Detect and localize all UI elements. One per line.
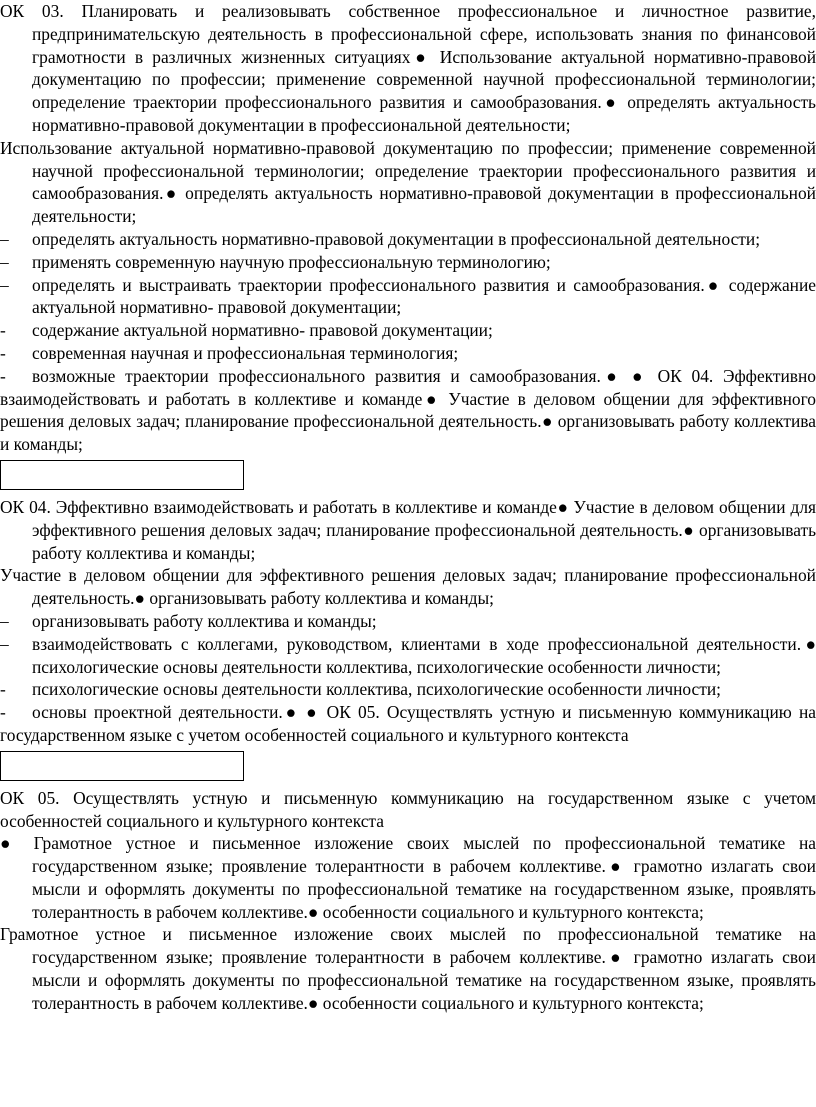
- empty-table-cell: [0, 460, 244, 490]
- ok04-skill-item: [0, 610, 816, 633]
- dash-marker: -: [0, 320, 6, 341]
- dash-marker: –: [0, 228, 9, 249]
- ok04-skill-text: организовывать работу коллектива и команды;: [32, 610, 377, 631]
- dash-marker: -: [0, 679, 6, 700]
- ok03-paragraph-2: Использование актуальной нормативно-правовой документацию по профессии; применение современной научной профессиональной терминологии; определение траектории профессионального развития и самообразования.● определять актуальность нормативно-правовой документации в профессиональной деятельности;: [0, 137, 816, 227]
- ok03-skill-text: определять и выстраивать траектории профессионального развития и самообразования.● содержание актуальной нормативно- правовой документации;: [32, 274, 816, 318]
- ok05-paragraph-2: Грамотное устное и письменное изложение своих мыслей по профессиональной тематике на государственном языке; проявление толерантности в рабочем коллективе.● грамотно излагать свои мысли и оформлять документы по профессиональной тематике на государственном языке, проявлять толерантность в рабочем коллективе.● особенности социального и культурного контекста;: [0, 924, 816, 1013]
- dash-marker: -: [0, 342, 6, 363]
- ok04-paragraph-2: Участие в деловом общении для эффективного решения деловых задач; планирование профессиональной деятельность.● организовывать работу коллектива и команды;: [0, 565, 816, 609]
- ok03-skill-item: [0, 228, 816, 251]
- ok03-knowledge-item: [0, 342, 816, 365]
- ok04-section: [0, 496, 816, 747]
- ok05-section: [0, 787, 816, 1015]
- ok03-skill-text: определять актуальность нормативно-правовой документации в профессиональной деятельности;: [32, 228, 761, 249]
- ok04-knowledge-text: психологические основы деятельности коллектива, психологические особенности личности;: [32, 679, 722, 700]
- ok03-skill-text: применять современную научную профессиональную терминологию;: [32, 251, 551, 272]
- dash-marker: –: [0, 610, 9, 631]
- ok04-knowledge-text: основы проектной деятельности.● ● ОК 05. Осуществлять устную и письменную коммуникацию на государственном языке с учетом особенностей социального и культурного контекста: [0, 702, 816, 745]
- dash-marker: –: [0, 274, 9, 295]
- ok05-title: ОК 05. Осуществлять устную и письменную коммуникацию на государственном языке с учетом особенностей социального и культурного контекста: [0, 787, 816, 831]
- ok03-skill-item: [0, 251, 816, 274]
- dash-marker: –: [0, 251, 9, 272]
- ok03-section: [0, 0, 816, 456]
- ok05-paragraph-1: ● Грамотное устное и письменное изложение своих мыслей по профессиональной тематике на государственном языке; проявление толерантности в рабочем коллективе.● грамотно излагать свои мысли и оформлять документы по профессиональной тематике на государственном языке, проявлять толерантность в рабочем коллективе.● особенности социального и культурного контекста;: [0, 833, 816, 922]
- dash-marker: –: [0, 633, 9, 654]
- dash-marker: -: [0, 365, 6, 386]
- empty-table-cell: [0, 751, 244, 781]
- ok04-knowledge-last: [0, 701, 816, 747]
- ok03-paragraph-1: ОК 03. Планировать и реализовывать собственное профессиональное и личностное развитие, предпринимательскую деятельность в профессиональной сфере, использовать знания по финансовой грамотности в различных жизненных ситуациях● Использование актуальной нормативно-правовой документацию по профессии; применение современной научной профессиональной терминологии; определение траектории профессионального развития и самообразования.● определять актуальность нормативно-правовой документации в профессиональной деятельности;: [0, 1, 816, 135]
- ok03-knowledge-last: [0, 365, 816, 456]
- dash-marker: -: [0, 702, 6, 723]
- ok04-knowledge-item: [0, 678, 816, 701]
- ok03-knowledge-text: возможные траектории профессионального развития и самообразования.● ● ОК 04. Эффективно взаимодействовать и работать в коллективе и команде● Участие в деловом общении для эффективного решения деловых задач; планирование профессиональной деятельность.● организовывать работу коллектива и команды;: [0, 365, 816, 455]
- ok03-knowledge-text: современная научная и профессиональная терминология;: [32, 342, 459, 363]
- ok04-paragraph-1: ОК 04. Эффективно взаимодействовать и работать в коллективе и команде● Участие в деловом общении для эффективного решения деловых задач; планирование профессиональной деятельность.● организовывать работу коллектива и команды;: [0, 496, 816, 563]
- ok04-skill-item: [0, 633, 816, 679]
- ok03-knowledge-item: [0, 319, 816, 342]
- ok04-skill-text: взаимодействовать с коллегами, руководством, клиентами в ходе профессиональной деятельности.● психологические основы деятельности коллектива, психологические особенности личности;: [32, 633, 816, 677]
- ok03-knowledge-text: содержание актуальной нормативно- правовой документации;: [32, 320, 493, 341]
- ok03-skill-item: [0, 274, 816, 320]
